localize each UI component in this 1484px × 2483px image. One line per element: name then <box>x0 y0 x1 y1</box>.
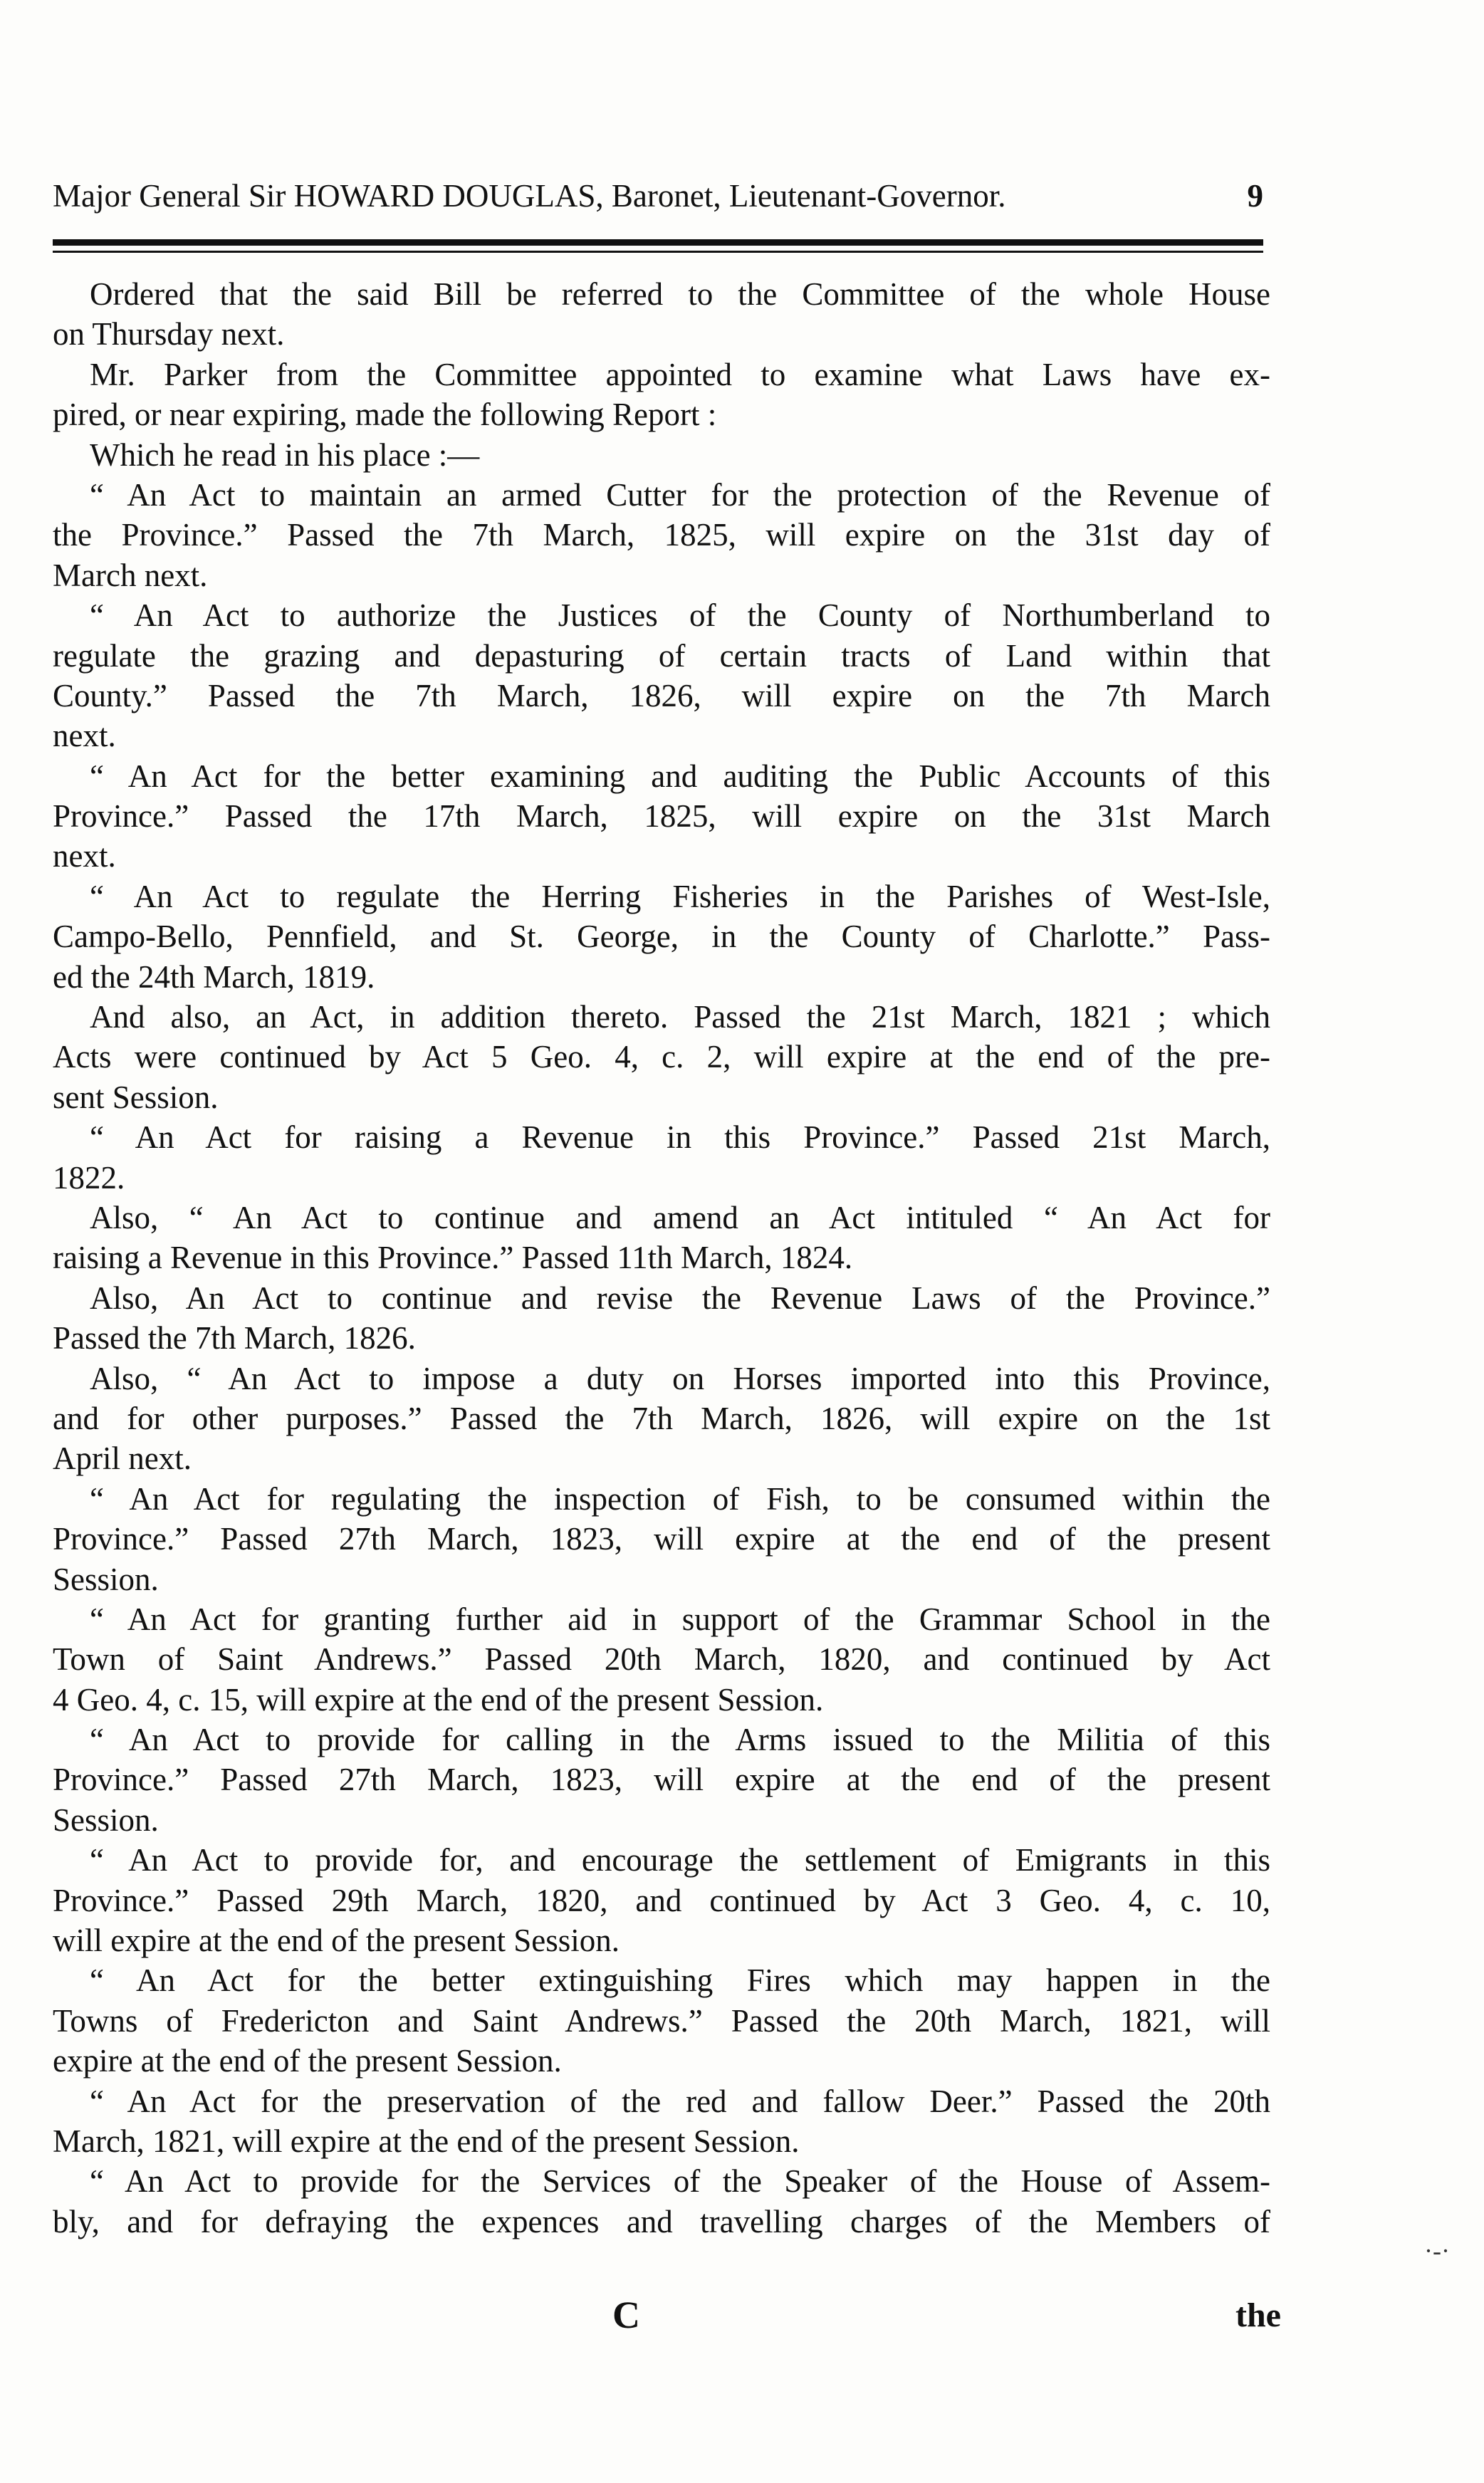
text-line: And also, an Act, in addition thereto. Passed the 21st March, 1821 ; which <box>90 999 1270 1035</box>
text-line: Province.” Passed 27th March, 1823, will expire at the end of the present <box>53 1762 1270 1798</box>
text-line: sent Session. <box>53 1079 219 1115</box>
text-line: Which he read in his place :— <box>90 437 480 473</box>
header-rule-thick <box>53 239 1263 246</box>
signature-mark: C <box>612 2294 640 2336</box>
body-text <box>53 274 1270 2242</box>
text-line: Province.” Passed the 17th March, 1825, will expire on the 31st March <box>53 798 1270 835</box>
text-line: March next. <box>53 557 208 593</box>
text-line: Province.” Passed 27th March, 1823, will expire at the end of the present <box>53 1521 1270 1557</box>
text-line: “ An Act to provide for calling in the Arms issued to the Militia of this <box>90 1722 1270 1758</box>
page-number: 9 <box>1247 178 1263 214</box>
text-line: “ An Act to provide for, and encourage the settlement of Emigrants in this <box>90 1842 1270 1878</box>
text-line: Province.” Passed 29th March, 1820, and continued by Act 3 Geo. 4, c. 10, <box>53 1882 1270 1918</box>
text-line: March, 1821, will expire at the end of the present Session. <box>53 2123 800 2159</box>
text-line: Session. <box>53 1561 159 1597</box>
text-line: will expire at the end of the present Session. <box>53 1923 620 1959</box>
text-line: regulate the grazing and depasturing of certain tracts of Land within that <box>53 637 1270 674</box>
text-line: Also, “ An Act to continue and amend an Act intituled “ An Act for <box>90 1199 1270 1235</box>
running-title: Major General Sir HOWARD DOUGLAS, Baronet, Lieutenant-Governor. <box>53 178 1006 214</box>
text-line: Passed the 7th March, 1826. <box>53 1320 416 1356</box>
text-line: next. <box>53 838 116 874</box>
text-line: “ An Act for raising a Revenue in this Province.” Passed 21st March, <box>90 1119 1270 1156</box>
text-line: ed the 24th March, 1819. <box>53 958 375 995</box>
text-line: “ An Act to provide for the Services of the Speaker of the House of Assem- <box>90 2163 1270 2200</box>
margin-speck: ·-· <box>1424 2237 1450 2265</box>
text-line: 1822. <box>53 1159 125 1196</box>
text-line: April next. <box>53 1441 192 1477</box>
text-line: Acts were continued by Act 5 Geo. 4, c. 2, will expire at the end of the pre- <box>53 1039 1270 1075</box>
text-line: and for other purposes.” Passed the 7th March, 1826, will expire on the 1st <box>53 1400 1270 1436</box>
text-line: Also, “ An Act to impose a duty on Horses imported into this Province, <box>90 1360 1270 1396</box>
text-line: County.” Passed the 7th March, 1826, will expire on the 7th March <box>53 677 1270 713</box>
text-line: pired, or near expiring, made the following Report : <box>53 397 717 433</box>
text-line: next. <box>53 718 116 754</box>
text-line: the Province.” Passed the 7th March, 1825, will expire on the 31st day of <box>53 517 1270 553</box>
text-line: “ An Act for the preservation of the red and fallow Deer.” Passed the 20th <box>90 2083 1270 2119</box>
text-line: Campo-Bello, Pennfield, and St. George, in the County of Charlotte.” Pass- <box>53 919 1270 955</box>
text-line: Session. <box>53 1802 159 1838</box>
text-line: “ An Act to maintain an armed Cutter for the protection of the Revenue of <box>90 476 1270 513</box>
header-rule-thin <box>53 251 1263 253</box>
text-line: expire at the end of the present Session. <box>53 2043 562 2079</box>
text-line: “ An Act for the better examining and auditing the Public Accounts of this <box>90 758 1270 794</box>
text-line: raising a Revenue in this Province.” Passed 11th March, 1824. <box>53 1240 853 1276</box>
text-line: on Thursday next. <box>53 316 285 352</box>
text-line: Towns of Fredericton and Saint Andrews.” Passed the 20th March, 1821, will <box>53 2002 1270 2039</box>
text-line: bly, and for defraying the expences and travelling charges of the Members of <box>53 2203 1270 2239</box>
text-line: “ An Act for granting further aid in support of the Grammar School in the <box>90 1601 1270 1637</box>
text-line: “ An Act for regulating the inspection of Fish, to be consumed within the <box>90 1480 1270 1517</box>
text-line: Ordered that the said Bill be referred to the Committee of the whole House <box>90 276 1270 312</box>
text-line: Also, An Act to continue and revise the Revenue Laws of the Province.” <box>90 1280 1270 1316</box>
text-line: “ An Act to regulate the Herring Fisheries in the Parishes of West-Isle, <box>90 878 1270 914</box>
text-line: 4 Geo. 4, c. 15, will expire at the end of the present Session. <box>53 1681 824 1718</box>
catchword: the <box>1235 2296 1281 2334</box>
page-header <box>53 171 1263 221</box>
text-line: “ An Act to authorize the Justices of the County of Northumberland to <box>90 597 1270 634</box>
text-line: Mr. Parker from the Committee appointed to examine what Laws have ex- <box>90 356 1270 392</box>
text-line: Town of Saint Andrews.” Passed 20th March, 1820, and continued by Act <box>53 1641 1270 1678</box>
text-line: “ An Act for the better extinguishing Fires which may happen in the <box>90 1962 1270 1999</box>
